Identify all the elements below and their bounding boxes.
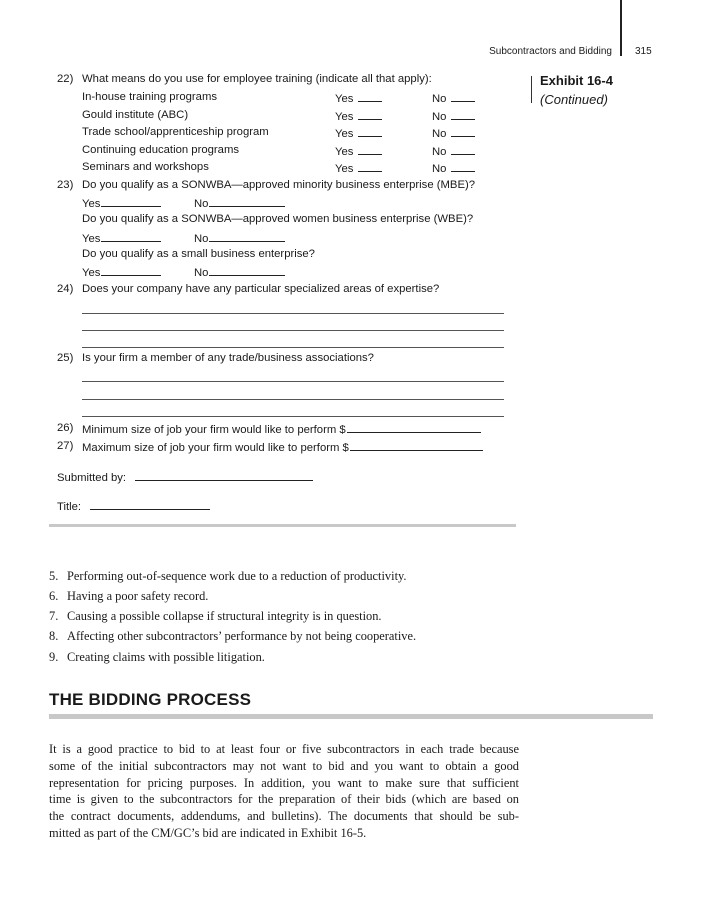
section-rule — [49, 714, 653, 719]
no-field[interactable]: No — [432, 144, 475, 158]
min-job-size-field[interactable] — [347, 422, 481, 433]
page-number: 315 — [635, 46, 652, 57]
yes-field[interactable]: Yes — [82, 196, 161, 210]
question-text: Minimum size of job your firm would like to perform $ — [82, 422, 481, 436]
question-text: Do you qualify as a SONWBA—approved minority business enterprise (MBE)? — [82, 179, 476, 191]
section-heading: THE BIDDING PROCESS — [49, 690, 252, 709]
yes-field[interactable]: Yes — [82, 265, 161, 279]
question-number: 23) — [57, 179, 74, 191]
no-field[interactable]: No — [432, 91, 475, 105]
submitted-by-field[interactable] — [135, 470, 313, 481]
yes-field[interactable]: Yes — [335, 144, 382, 158]
submitted-by-row — [57, 470, 313, 484]
option-label: In-house training programs — [82, 91, 218, 103]
header-divider — [620, 0, 622, 56]
option-label: Continuing education programs — [82, 144, 239, 156]
title-field[interactable] — [90, 499, 210, 510]
answer-line[interactable] — [82, 330, 504, 331]
question-number: 22) — [57, 73, 74, 85]
answer-line[interactable] — [82, 381, 504, 382]
question-number: 27) — [57, 440, 74, 452]
question-text: Is your firm a member of any trade/business associations? — [82, 352, 374, 364]
body-paragraph — [49, 741, 519, 842]
question-text: Do you qualify as a SONWBA—approved women business enterprise (WBE)? — [82, 213, 474, 225]
max-job-size-field[interactable] — [350, 440, 483, 451]
yes-field[interactable]: Yes — [82, 231, 161, 245]
no-field[interactable]: No — [432, 109, 475, 123]
title-row — [57, 499, 210, 513]
answer-line[interactable] — [82, 416, 504, 417]
paragraph-line: the contract documents, addendums, and bulletins). The documents that should be sub- — [49, 809, 519, 824]
option-label: Trade school/apprenticeship program — [82, 126, 269, 138]
question-number: 24) — [57, 283, 74, 295]
list-item: 8. Affecting other subcontractors’ performance by not being cooperative. — [49, 629, 417, 643]
answer-line[interactable] — [82, 347, 504, 348]
question-number: 26) — [57, 422, 74, 434]
list-item: 7. Causing a possible collapse if structural integrity is in question. — [49, 609, 382, 623]
yes-field[interactable]: Yes — [335, 109, 382, 123]
paragraph-line: mitted as part of the CM/GC’s bid are indicated in Exhibit 16-5. — [49, 825, 367, 840]
no-field[interactable]: No — [194, 231, 285, 245]
question-text: Maximum size of job your firm would like to perform $ — [82, 440, 483, 454]
submitted-by-label: Submitted by: — [57, 472, 127, 484]
no-field[interactable]: No — [432, 161, 475, 175]
answer-line[interactable] — [82, 399, 504, 400]
question-text: Does your company have any particular specialized areas of expertise? — [82, 283, 440, 295]
no-field[interactable]: No — [432, 126, 475, 140]
yes-field[interactable]: Yes — [335, 126, 382, 140]
exhibit-end-rule — [49, 524, 516, 527]
option-label: Gould institute (ABC) — [82, 109, 189, 121]
answer-line[interactable] — [82, 313, 504, 314]
exhibit-rule — [531, 76, 532, 103]
paragraph-line: It is a good practice to bid to at least four or five subcontractors in each trade because — [49, 742, 519, 756]
paragraph-line: representation for pricing purposes. In addition, you want to make sure that sufficient — [49, 775, 519, 790]
paragraph-line: some of the initial subcontractors may not want to bid and you want to obtain a good — [49, 758, 519, 773]
yes-field[interactable]: Yes — [335, 91, 382, 105]
exhibit-subtitle: (Continued) — [540, 92, 608, 107]
question-text: Do you qualify as a small business enterprise? — [82, 248, 315, 260]
title-label: Title: — [57, 501, 82, 513]
option-label: Seminars and workshops — [82, 161, 209, 173]
list-item: 6. Having a poor safety record. — [49, 589, 209, 603]
running-title: Subcontractors and Bidding — [489, 46, 612, 57]
yes-field[interactable]: Yes — [335, 161, 382, 175]
exhibit-title: Exhibit 16-4 — [540, 73, 613, 88]
list-item: 5. Performing out-of-sequence work due to a reduction of productivity. — [49, 569, 407, 583]
list-item: 9. Creating claims with possible litigation. — [49, 650, 265, 664]
paragraph-line: time is given to the subcontractors for the preparation of their bids (which are based on — [49, 792, 519, 807]
no-field[interactable]: No — [194, 265, 285, 279]
no-field[interactable]: No — [194, 196, 285, 210]
running-header — [0, 46, 701, 60]
question-number: 25) — [57, 352, 74, 364]
question-text: What means do you use for employee training (indicate all that apply): — [82, 73, 432, 85]
